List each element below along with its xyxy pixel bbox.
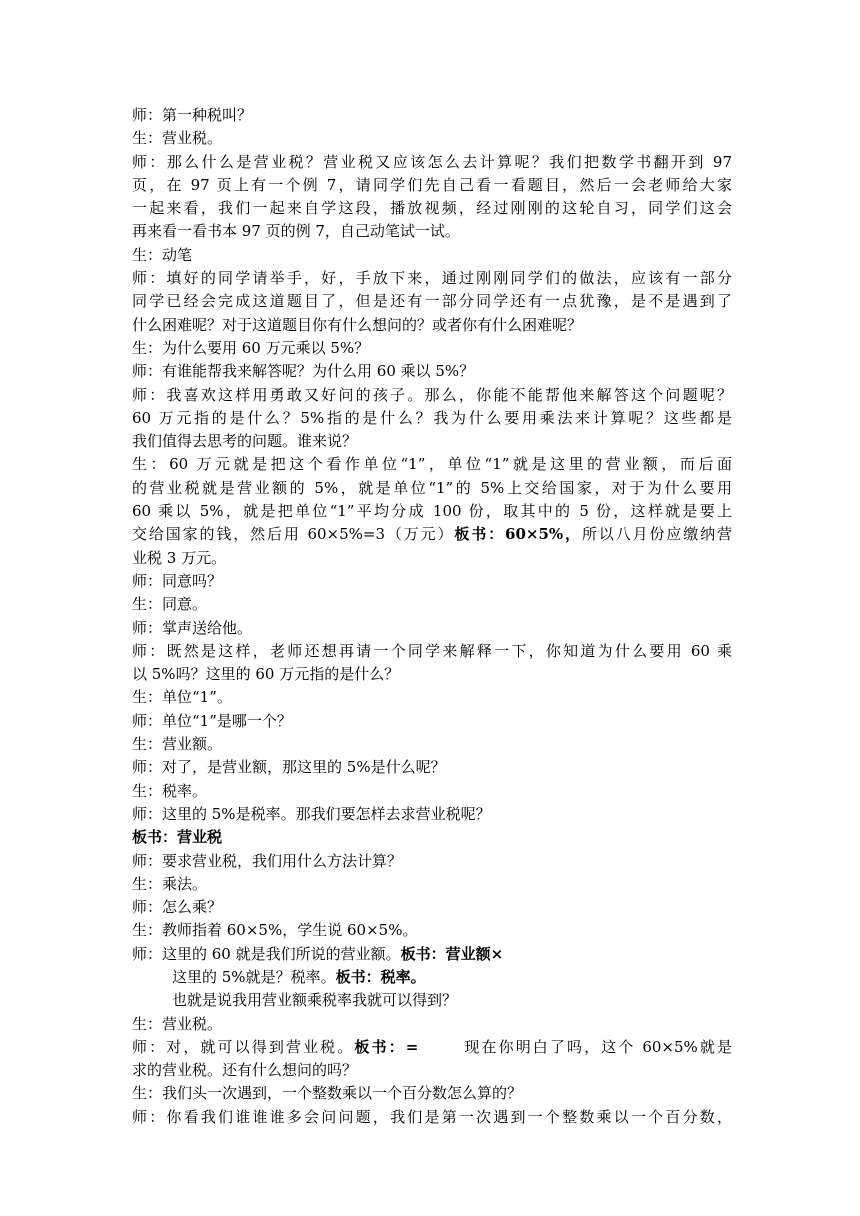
- text-run: 师：这里的 60 就是我们所说的营业额。: [132, 944, 401, 963]
- text-run: 生：教师指着 60×5%，学生说 60×5%。: [132, 921, 418, 940]
- text-line: [132, 989, 732, 1012]
- text-line: [132, 267, 732, 290]
- text-run: 生：乘法。: [132, 874, 208, 893]
- board-note: 板书：营业税: [132, 828, 223, 847]
- text-run: 师：掌声送给他。: [132, 618, 253, 637]
- text-run: 生：营业税。: [132, 1014, 223, 1033]
- text-run: 什么困难呢？对于这道题目你有什么想问的？或者你有什么困难呢？: [132, 315, 583, 334]
- text-line: [132, 617, 732, 640]
- text-line: [132, 360, 732, 383]
- text-line: [132, 290, 732, 313]
- text-line: [132, 337, 732, 360]
- text-line: [132, 1106, 732, 1129]
- text-run: 生：营业额。: [132, 735, 223, 754]
- text-line: [132, 500, 732, 523]
- text-line: [132, 314, 732, 337]
- text-run: 生：税率。: [132, 781, 208, 800]
- text-line: [132, 430, 732, 453]
- text-run: 现在你明白了吗，这个 60×5%就是: [462, 1037, 732, 1056]
- text-run: 师：那么什么是营业税？营业税又应该怎么去计算呢？我们把数学书翻开到 97: [132, 152, 732, 171]
- text-run: 生：我们头一次遇到，一个整数乘以一个百分数怎么算的？: [132, 1084, 523, 1103]
- text-line: [132, 756, 732, 779]
- board-note: 板书：营业额×: [400, 944, 504, 963]
- text-line: [132, 919, 732, 942]
- text-run: 一起来看，我们一起来自学这段，播放视频，经过刚刚的这轮自习，同学们这会: [132, 199, 732, 218]
- text-line: [132, 873, 732, 896]
- lesson-transcript: [132, 104, 732, 1129]
- text-run: 页，在 97 页上有一个例 7，请同学们先自己看一看题目，然后一会老师给大家: [132, 175, 732, 194]
- text-line: [132, 384, 732, 407]
- text-run: 师：对，就可以得到营业税。: [132, 1037, 355, 1056]
- text-line: [132, 127, 732, 150]
- text-run: 师：既然是这样，老师还想再请一个同学来解释一下，你知道为什么要用 60 乘: [132, 641, 732, 660]
- text-run: 生：为什么要用 60 万元乘以 5%？: [132, 338, 370, 357]
- text-run: 师：第一种税叫？: [132, 106, 253, 124]
- board-note: 板书：=: [354, 1037, 419, 1056]
- text-run: 再来看一看书本 97 页的例 7，自己动笔试一试。: [132, 222, 460, 241]
- text-run: 师：怎么乘？: [132, 898, 223, 917]
- text-line: [132, 523, 732, 546]
- text-line: [132, 547, 732, 570]
- text-line: [132, 453, 732, 476]
- text-line: [132, 174, 732, 197]
- text-line: [132, 593, 732, 616]
- text-run: 师：同意吗？: [132, 571, 223, 590]
- text-line: [132, 710, 732, 733]
- text-line: [132, 244, 732, 267]
- text-line: [132, 733, 732, 756]
- text-line: [132, 477, 732, 500]
- board-note: 板书：60×5%，: [454, 525, 582, 544]
- text-run: 师：这里的 5%是税率。那我们要怎样去求营业税呢？: [132, 804, 491, 823]
- text-line: [132, 686, 732, 709]
- text-line: [132, 1036, 732, 1059]
- text-run: 生：动笔: [132, 245, 193, 264]
- text-run: 求的营业税。还有什么想问的吗？: [132, 1061, 358, 1080]
- text-run: 生：营业税。: [132, 129, 223, 148]
- text-run: 60 乘以 5%，就是把单位“1”平均分成 100 份，取其中的 5 份，这样就是要上: [132, 502, 732, 521]
- text-run: 师：要求营业税，我们用什么方法计算？: [132, 851, 403, 870]
- text-line: [132, 104, 732, 127]
- text-line: [132, 640, 732, 663]
- text-line: [132, 407, 732, 430]
- text-line: [132, 896, 732, 919]
- text-line: [132, 1059, 732, 1082]
- board-note: 板书：税率。: [335, 967, 426, 986]
- text-run: 我们值得去思考的问题。谁来说？: [132, 432, 358, 451]
- text-line: [132, 803, 732, 826]
- text-run: 师：我喜欢这样用勇敢又好问的孩子。那么，你能不能帮他来解答这个问题呢？: [132, 385, 732, 404]
- text-line: [132, 663, 732, 686]
- text-line: [132, 570, 732, 593]
- text-run: 生：60 万元就是把这个看作单位“1”，单位“1”就是这里的营业额，而后面: [132, 455, 732, 474]
- text-run: 的营业税就是营业额的 5%，就是单位“1”的 5%上交给国家，对于为什么要用: [132, 478, 732, 497]
- text-run: 师：填好的同学请举手，好，手放下来，通过刚刚同学们的做法，应该有一部分: [132, 269, 732, 288]
- text-line: [132, 966, 732, 989]
- text-run: 生：单位“1”。: [132, 688, 232, 707]
- text-line: [132, 220, 732, 243]
- text-line: [132, 197, 732, 220]
- text-line: [132, 1082, 732, 1105]
- text-run: 师：有谁能帮我来解答呢？为什么用 60 乘以 5%？: [132, 362, 475, 381]
- text-line: [132, 780, 732, 803]
- text-line: [132, 1013, 732, 1036]
- text-run: 也就是说我用营业额乘税率我就可以得到？: [172, 991, 458, 1010]
- text-run: 业税 3 万元。: [132, 548, 227, 567]
- text-line: [132, 151, 732, 174]
- text-run: 交给国家的钱，然后用 60×5%=3（万元）: [132, 525, 455, 544]
- text-run: 60 万元指的是什么？5%指的是什么？我为什么要用乘法来计算呢？这些都是: [132, 408, 732, 427]
- text-line: [132, 943, 732, 966]
- text-run: 生：同意。: [132, 595, 208, 614]
- text-run: 这里的 5%就是？税率。: [172, 967, 336, 986]
- text-run: 以 5%吗？这里的 60 万元指的是什么？: [132, 665, 400, 684]
- text-run: 师：对了，是营业额，那这里的 5%是什么呢？: [132, 758, 446, 777]
- text-line: [132, 850, 732, 873]
- text-run: 师：单位“1”是哪一个？: [132, 711, 292, 730]
- text-run: 同学已经会完成这道题目了，但是还有一部分同学还有一点犹豫，是不是遇到了: [132, 292, 732, 311]
- text-run: 所以八月份应缴纳营: [581, 525, 732, 544]
- text-run: 师：你看我们谁谁谁多会问问题，我们是第一次遇到一个整数乘以一个百分数，: [132, 1107, 732, 1126]
- text-line: [132, 826, 732, 849]
